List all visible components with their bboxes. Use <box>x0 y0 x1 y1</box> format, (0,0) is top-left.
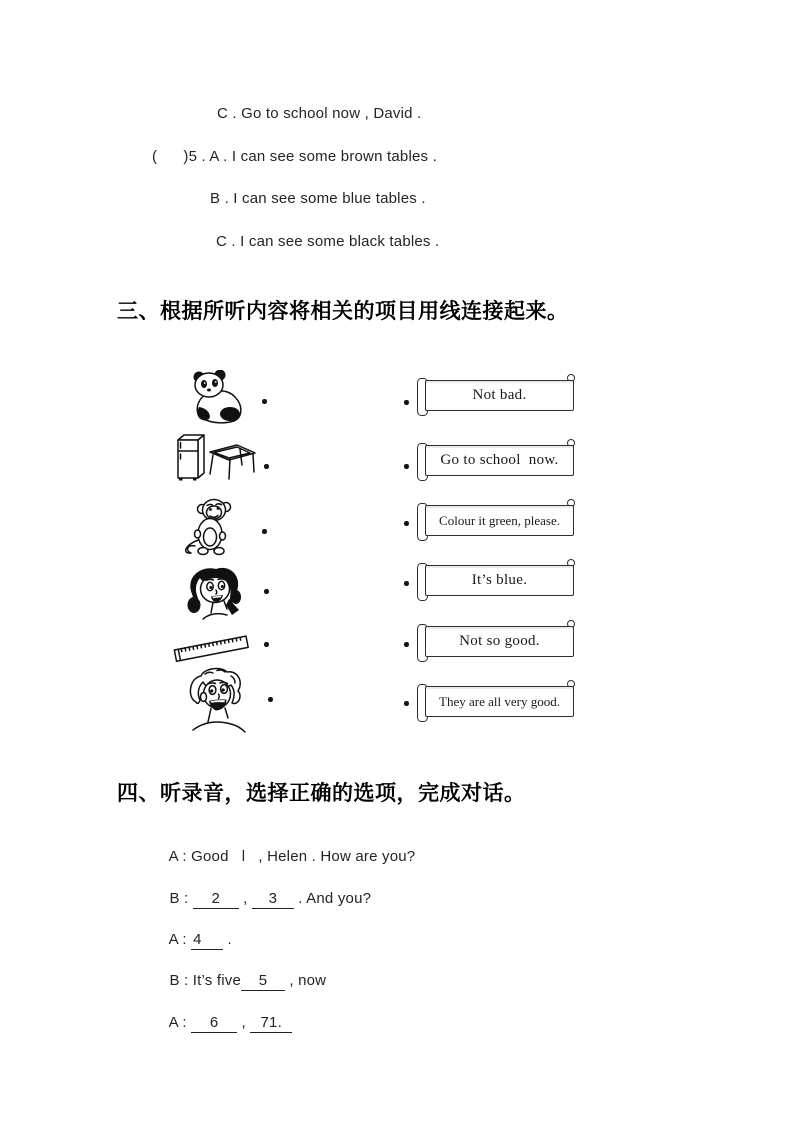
panda-image <box>186 370 246 428</box>
match-dot-left <box>264 589 269 594</box>
monkey-image <box>176 496 240 558</box>
section3-heading: 三、根据所听内容将相关的项目用线连接起来。 <box>117 300 569 323</box>
answer-blank: 5 <box>241 972 285 991</box>
mc-option-line: C . I can see some black tables . <box>216 233 440 250</box>
phrase-label: They are all very good. <box>425 686 574 717</box>
answer-blank: 6 <box>191 1014 237 1033</box>
dialogue-text: A : <box>168 931 192 948</box>
match-dot-right <box>404 581 409 586</box>
match-dot-left <box>262 529 267 534</box>
fridge-and-table-image <box>174 432 260 484</box>
answer-blank: 4 <box>191 931 223 950</box>
dialogue-text: A : <box>168 1014 192 1031</box>
answer-blank: 2 <box>193 890 239 909</box>
phrase-banner <box>417 620 575 660</box>
mc-question-line: ( )5 . A . I can see some brown tables . <box>152 148 437 165</box>
match-dot-right <box>404 521 409 526</box>
dialogue-line <box>152 993 292 1053</box>
dialogue-text: , now <box>285 972 327 989</box>
phrase-banner <box>417 499 575 539</box>
dialogue-text: B : <box>169 890 193 907</box>
phrase-label: It’s blue. <box>425 565 574 596</box>
match-dot-left <box>264 642 269 647</box>
dialogue-text: . <box>223 931 232 948</box>
dialogue-text: A : Good l , Helen . How are you? <box>168 848 416 865</box>
mc-option-line: C . Go to school now , David . <box>217 105 422 122</box>
phrase-banner <box>417 680 575 720</box>
dialogue-text: . And you? <box>293 890 372 907</box>
phrase-banner <box>417 374 575 414</box>
dialogue-text: , <box>237 1014 251 1031</box>
match-dot-left <box>268 697 273 702</box>
match-dot-right <box>404 400 409 405</box>
phrase-banner <box>417 559 575 599</box>
match-dot-left <box>264 464 269 469</box>
match-dot-right <box>404 642 409 647</box>
phrase-label: Go to school now. <box>425 445 574 476</box>
dialogue-text: B : It’s five <box>169 972 241 989</box>
phrase-label: Not so good. <box>425 626 574 657</box>
answer-blank: 3 <box>252 890 294 909</box>
phrase-label: Colour it green, please. <box>425 505 574 536</box>
boy-image <box>183 666 251 736</box>
phrase-label: Not bad. <box>425 380 574 411</box>
section4-heading: 四、听录音，选择正确的选项，完成对话。 <box>117 782 526 805</box>
match-dot-right <box>404 464 409 469</box>
answer-blank: 71. <box>250 1014 292 1033</box>
mc-option-line: B . I can see some blue tables . <box>210 190 426 207</box>
match-dot-left <box>262 399 267 404</box>
match-dot-right <box>404 701 409 706</box>
phrase-banner <box>417 439 575 479</box>
girl-image <box>183 563 247 627</box>
ruler-image <box>171 624 251 664</box>
dialogue-text: , <box>238 890 252 907</box>
